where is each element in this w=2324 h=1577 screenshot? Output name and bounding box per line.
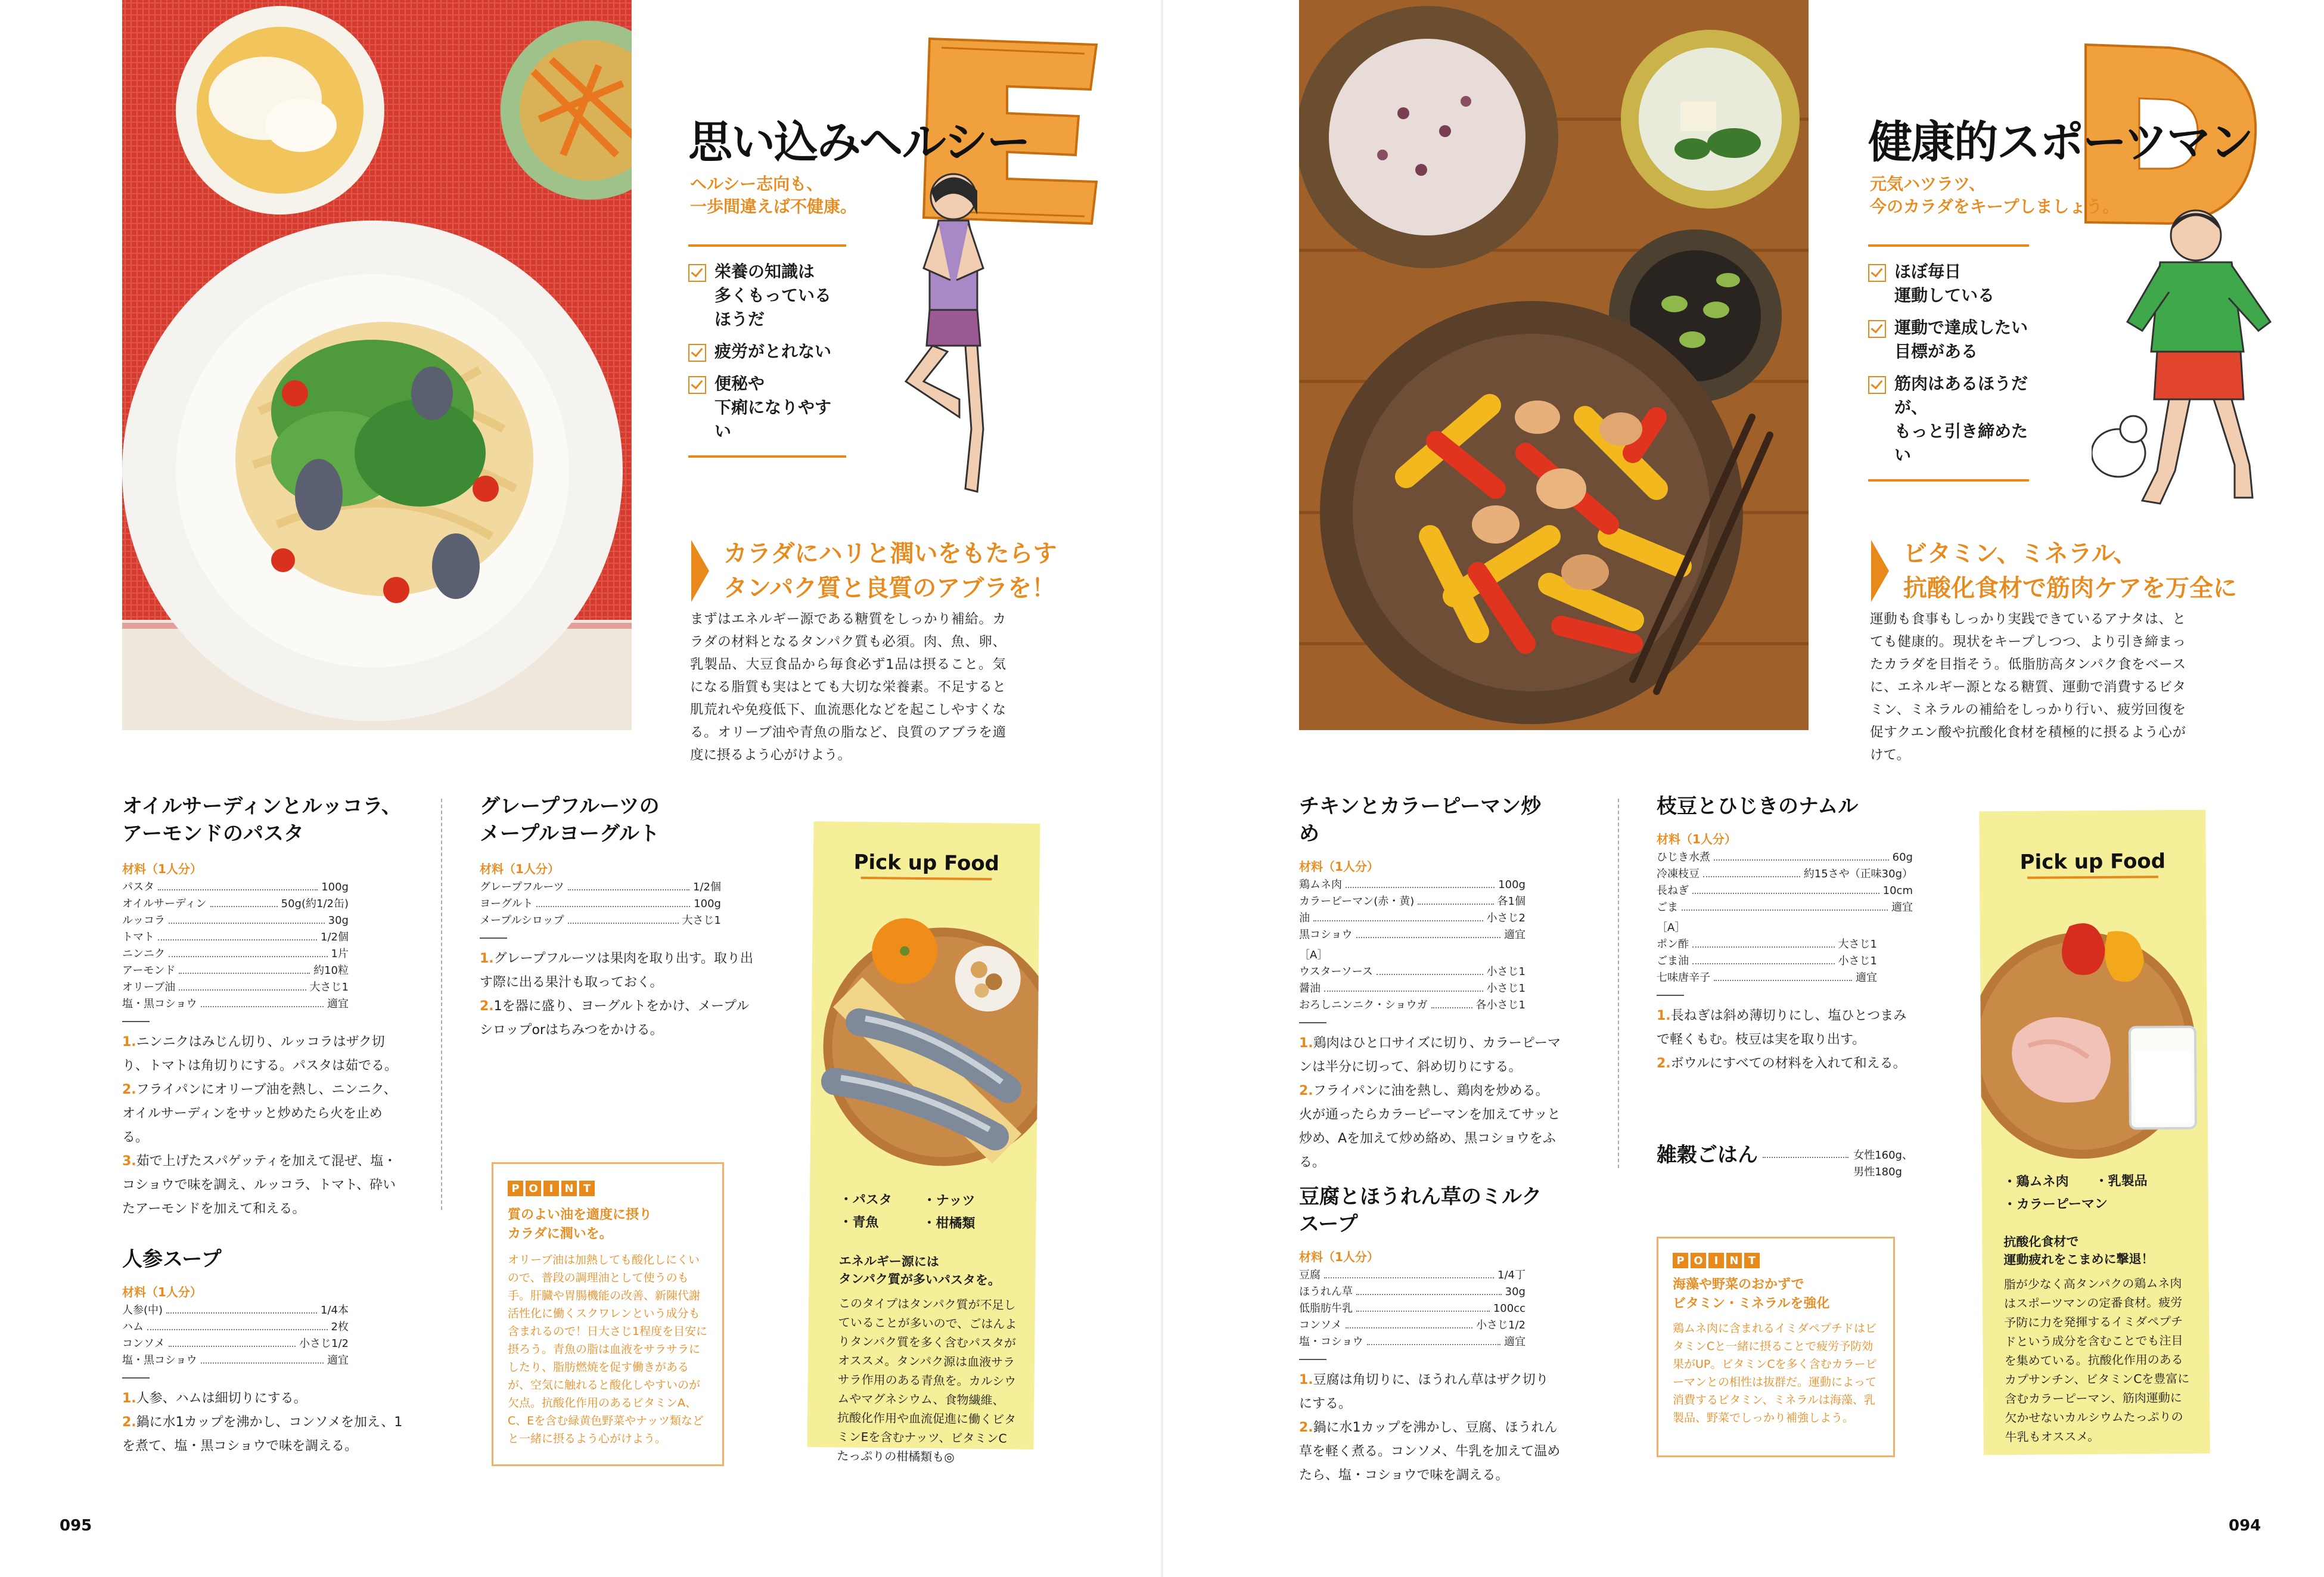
dotted-leader (536, 896, 690, 907)
pickup-body: 脂が少なく高タンパクの鶏ムネ肉はスポーツマンの定番食材。疲労予防に力を発揮するイミダペプチドという成分を含むことでも注目を集めている。抗酸化作用のあるカプサンチン、ビタミンCを豊富に含むカラーピーマン、筋肉運動に欠かせないカルシウムたっぷりの牛乳もオススメ。 (2003, 1275, 2190, 1445)
ingredient-name: ハム (122, 1321, 144, 1333)
ingredient-amount: 大さじ1 (309, 981, 349, 994)
ingredient-row (1657, 936, 1877, 953)
ingredient-name: 低脂肪牛乳 (1299, 1302, 1353, 1315)
recipe-step (1299, 1416, 1561, 1488)
dotted-leader (1346, 1317, 1472, 1328)
ingredients-heading: 材料（1人分） (480, 862, 560, 876)
recipe-step (1299, 1032, 1561, 1079)
ingredient-row (122, 1352, 349, 1369)
recipe-step (122, 1078, 408, 1150)
recipe-title: 豆腐とほうれん草のミルクスープ (1299, 1185, 1542, 1236)
step-text: フライパンにオリーブ油を熱し、ニンニク、オイルサーディンをサッと炒めたら火を止める。 (122, 1082, 397, 1145)
ingredient-row (122, 996, 349, 1013)
ingredient-row (1657, 899, 1913, 916)
dotted-leader (166, 1302, 317, 1314)
ingredient-name: メープルシロップ (480, 914, 564, 927)
ingredient-amount: 小さじ1/2 (1476, 1319, 1525, 1331)
step-number: 2. (1299, 1084, 1313, 1098)
recipe-steps (480, 947, 754, 1042)
ingredient-name: ほうれん草 (1299, 1286, 1353, 1298)
step-number: 1. (1299, 1036, 1313, 1051)
point-body: オリーブ油は加熱しても酸化しにくいので、普段の調理油として使うのも手。肝臓や胃腸機能の改善、新陳代謝活性化に働くスクワレンという成分も含まれるので！日大さじ1程度を目安に摂ろう。青魚の脂は血液をサラサラにしたり、脂肪燃焼を促す働きがあるが、空気に触れると酸化しやすいのが欠点。抗酸化作用のあるビタミンA、C、Eを含む緑黄色野菜やナッツ類などと一緒に摂るよう心がけよう。 (508, 1253, 708, 1445)
ingredient-list (1299, 1267, 1525, 1351)
ingredient-row (1657, 866, 1913, 883)
pickup-title: Pick up Food (1980, 849, 2206, 880)
ingredient-list (480, 879, 721, 929)
ingredient-row (1299, 980, 1525, 997)
page-title: 思い込みヘルシー (688, 117, 1030, 168)
recipe-steps (1299, 1368, 1561, 1488)
divider (1299, 1022, 1326, 1023)
ingredient-row (1657, 849, 1913, 866)
pickup-items: ・鶏ムネ肉 ・乳製品 ・カラーピーマン (2003, 1174, 2148, 1213)
ingredient-name: ポン酢 (1657, 938, 1689, 951)
ingredient-amount: 1/4本 (321, 1304, 349, 1317)
pasta-photo (122, 0, 632, 730)
yoga-woman-illustration (888, 167, 1031, 513)
ingredient-name: ルッコラ (122, 914, 165, 927)
check-item: 運動で達成したい 目標がある (1868, 316, 2029, 364)
dotted-leader (1714, 970, 1852, 981)
step-text: 豆腐は角切りに、ほうれん草はザク切りにする。 (1299, 1373, 1549, 1411)
dotted-leader (201, 996, 324, 1007)
dotted-leader (169, 1336, 296, 1347)
ingredient-amount: 各1個 (1497, 895, 1525, 908)
ingredient-amount: 100g (694, 898, 721, 910)
step-number: 2. (480, 999, 494, 1014)
ingredient-amount: 30g (328, 914, 349, 927)
pickup-body: このタイプはタンパク質が不足していることが多いので、ごはんよりタンパク質を多く含むパスタがオススメ。タンパク源は血液サラサラ作用のある青魚を。カルシウムやマグネシウム、食物繊維、抗酸化作用や血流促進に働くビタミンEを含むナッツ、ビタミンCたっぷりの柑橘類も◎ (837, 1296, 1017, 1464)
chicken-photo (1299, 0, 1809, 730)
ingredient-row (122, 1302, 349, 1319)
dotted-leader (179, 963, 310, 974)
subtitle (1870, 173, 2119, 218)
ingredient-row (1299, 1284, 1525, 1300)
ingredient-amount: 大さじ1 (682, 914, 721, 927)
check-item: 栄養の知識は 多くもっているほうだ (688, 260, 846, 331)
section-headline: ビタミン、ミネラル、 抗酸化食材で筋肉ケアを万全に (1871, 536, 2300, 606)
dotted-leader (210, 896, 278, 907)
ingredient-amount: 約15さや（正味30g） (1803, 868, 1913, 880)
ingredient-row (122, 1336, 349, 1352)
ingredients-heading: 材料（1人分） (1299, 859, 1379, 874)
ingredient-row (1299, 1267, 1525, 1284)
ingredient-name: ヨーグルト (480, 898, 533, 910)
ingredient-name: 人参(中) (122, 1304, 163, 1317)
dotted-leader (158, 879, 318, 890)
column-divider (1618, 799, 1619, 1168)
page-number: 095 (60, 1517, 92, 1535)
ingredient-row (1299, 997, 1525, 1014)
dotted-leader (1703, 866, 1800, 877)
recipe-edamame-namul (1657, 793, 1919, 1076)
ingredient-amount: 適宜 (1856, 971, 1877, 984)
dotted-leader (1367, 1334, 1500, 1345)
ingredient-row (122, 929, 349, 946)
ingredient-name: 長ねぎ (1657, 884, 1689, 897)
point-heading: 質のよい油を適度に摂り カラダに潤いを。 (508, 1207, 653, 1241)
ingredient-amount: 適宜 (1504, 929, 1525, 941)
subtitle-line-2: 今のカラダをキープしましょう。 (1870, 197, 2120, 216)
intro-body: まずはエネルギー源である糖質をしっかり補給。カラダの材料となるタンパク質も必須。肉、魚、卵、乳製品、大豆食品から毎食必ず1品は摂ること。気になる脂質も実はとても大切な栄養素。不足すると肌荒れや免疫低下、血流悪化などを起こしやすくなる。オリーブ油や青魚の脂など、良質のアブラを適度に摂るよう心がけよう。 (690, 611, 1006, 763)
dotted-leader (179, 979, 306, 991)
ingredient-name: カラーピーマン(赤・黄) (1299, 895, 1415, 908)
ingredient-name: ごま油 (1657, 955, 1689, 967)
ingredient-amount: 小さじ2 (1486, 912, 1525, 924)
ingredient-name: パスタ (122, 881, 154, 893)
ingredient-row (480, 896, 721, 912)
recipe-steps (1299, 1032, 1561, 1175)
ingredient-name: ウスターソース (1299, 966, 1373, 978)
divider (1299, 1359, 1326, 1360)
ingredient-row (1657, 970, 1877, 986)
chevron-right-icon (1871, 540, 1889, 602)
ingredient-row (1299, 1300, 1525, 1317)
ingredient-name: アーモンド (122, 964, 176, 977)
runner-illustration (2092, 203, 2288, 513)
recipe-steps (122, 1030, 408, 1221)
step-number: 2. (1657, 1056, 1671, 1071)
step-number: 1. (122, 1391, 136, 1406)
recipe-step (1657, 1004, 1919, 1052)
ingredients-heading: 材料（1人分） (1657, 832, 1736, 846)
dotted-leader (1324, 980, 1483, 992)
ingredient-name: 鶏ムネ肉 (1299, 878, 1342, 891)
check-item: ほぼ毎日 運動している (1868, 260, 2029, 308)
step-number: 2. (1299, 1420, 1313, 1435)
chevron-right-icon (691, 540, 709, 602)
dotted-leader (1356, 1300, 1490, 1312)
step-number: 3. (122, 1154, 136, 1169)
dotted-leader (1356, 1284, 1502, 1295)
ingredient-amount: 100cc (1493, 1302, 1525, 1315)
step-text: ボウルにすべての材料を入れて和える。 (1670, 1056, 1906, 1071)
ingredient-list (1657, 849, 1913, 916)
ingredient-name: 黒コショウ (1299, 929, 1353, 941)
rice-item (1657, 1141, 1913, 1181)
point-badge: P O I N T (508, 1181, 708, 1196)
pickup-items: ・パスタ ・ナッツ ・青魚 ・柑橘類 (839, 1192, 975, 1231)
ingredient-amount: 大さじ1 (1838, 938, 1877, 951)
dotted-leader (1356, 927, 1500, 938)
ingredient-amount: 1/2個 (321, 931, 349, 943)
dotted-leader (1313, 910, 1483, 921)
ingredient-amount: 適宜 (327, 998, 349, 1010)
ingredient-amount: 適宜 (327, 1354, 349, 1367)
checkbox-icon (688, 264, 706, 282)
check-item: 筋肉はあるほうだが、 もっと引き締めたい (1868, 372, 2029, 467)
recipe-title: チキンとカラーピーマン炒め (1299, 794, 1542, 846)
dotted-leader (169, 946, 328, 957)
ingredient-row (1299, 964, 1525, 980)
ingredients-heading: 材料（1人分） (1299, 1250, 1379, 1264)
ingredient-row (1657, 953, 1877, 970)
ingredient-name: ニンニク (122, 948, 165, 960)
page-title: 健康的スポーツマン (1868, 117, 2253, 168)
step-text: 人参、ハムは細切りにする。 (136, 1391, 307, 1406)
ingredient-row (1299, 877, 1525, 893)
point-box (1657, 1237, 1895, 1457)
step-text: グレープフルーツは果肉を取り出す。取り出す際に出る果汁も取っておく。 (480, 951, 754, 990)
recipe-steps (122, 1387, 408, 1458)
point-badge: P O I N T (1673, 1253, 1879, 1268)
point-box (492, 1162, 724, 1466)
subtitle-line-2: 一歩間違えば不健康。 (690, 197, 857, 216)
ingredient-amount: 適宜 (1504, 1336, 1525, 1348)
divider (480, 937, 507, 939)
recipe-tofu-milk-soup (1299, 1183, 1561, 1488)
ingredient-amount: 100g (321, 881, 349, 893)
pickup-heading: エネルギー源には タンパク質が多いパスタを。 (838, 1253, 1001, 1288)
recipe-pasta (122, 793, 408, 1221)
checkbox-icon (1868, 264, 1886, 282)
step-text: 鍋に水1カップを沸かし、豆腐、ほうれん草を軽く煮る。コンソメ、牛乳を加えて温めたら、塩・コショウで味を調える。 (1299, 1420, 1561, 1483)
ingredients-heading: 材料（1人分） (122, 862, 202, 876)
section-headline: カラダにハリと潤いをもたらす タンパク質と良質のアブラを！ (691, 536, 1108, 606)
dotted-leader (568, 912, 679, 924)
step-text: 長ねぎは斜め薄切りにし、塩ひとつまみで軽くもむ。枝豆は実を取り出す。 (1657, 1008, 1907, 1047)
rice-amount: 女性160g、 男性180g (1853, 1149, 1913, 1178)
ingredient-name: 油 (1299, 912, 1310, 924)
step-number: 1. (122, 1035, 136, 1050)
pickup-food-card (1979, 810, 2210, 1455)
recipe-title: 枝豆とひじきのナムル (1657, 794, 1859, 818)
ingredient-amount: 約10粒 (313, 964, 349, 977)
ingredient-row (122, 896, 349, 912)
recipe-title: オイルサーディンとルッコラ、 アーモンドのパスタ (122, 794, 402, 846)
subtitle (690, 173, 857, 218)
rice-title: 雑穀ごはん (1657, 1143, 1758, 1167)
ingredient-row (480, 912, 721, 929)
ingredient-amount: 各小さじ1 (1475, 999, 1525, 1011)
pickup-food-card (807, 821, 1040, 1464)
checklist (1868, 244, 2029, 482)
page-number: 094 (2229, 1517, 2261, 1535)
ingredient-amount: 10cm (1882, 884, 1913, 897)
dotted-leader (1346, 877, 1495, 888)
ingredient-row (122, 979, 349, 996)
step-number: 1. (1299, 1373, 1313, 1387)
ingredient-name: トマト (122, 931, 154, 943)
dotted-leader (1324, 1267, 1494, 1278)
dotted-leader (1682, 899, 1888, 911)
recipe-yogurt (480, 793, 754, 1042)
ingredient-name: 塩・黒コショウ (122, 1354, 197, 1367)
ingredient-row (1299, 893, 1525, 910)
recipe-carrot-soup (122, 1246, 408, 1458)
ingredient-amount: 100g (1498, 878, 1525, 891)
divider (1657, 995, 1684, 996)
dotted-leader (1377, 964, 1483, 975)
ingredient-amount: 小さじ1/2 (299, 1337, 349, 1350)
ingredient-list-a (1299, 964, 1525, 1014)
point-body: 鶏ムネ肉に含まれるイミダペプチドはビタミンCと一緒に摂ることで疲労予防効果がUP。ビタミンCを多く含むカラーピーマンとの相性は抜群だ。運動によって消費するビタミン、ミネラルは海藻、乳製品、野菜でしっかり補強しよう。 (1673, 1322, 1877, 1424)
checkbox-icon (688, 344, 706, 362)
dotted-leader (1431, 997, 1472, 1008)
dotted-leader (201, 1352, 324, 1364)
step-text: 鍋に水1カップを沸かし、コンソメを加え、1を煮て、塩・黒コショウで味を調える。 (122, 1415, 403, 1454)
pasta-photo-illustration (122, 0, 632, 730)
right-page (1162, 0, 2324, 1577)
step-text: 鶏肉はひと口サイズに切り、カラーピーマンは半分に切って、斜め切りにする。 (1299, 1036, 1561, 1075)
ingredient-row (1299, 1334, 1525, 1351)
ingredient-name: 七味唐辛子 (1657, 971, 1710, 984)
recipe-step (1657, 1052, 1919, 1076)
sauce-label: ［A］ (1657, 921, 1686, 934)
ingredient-name: 醤油 (1299, 982, 1321, 995)
checkbox-icon (1868, 320, 1886, 338)
ingredient-row (122, 1319, 349, 1336)
recipe-step (1299, 1079, 1561, 1175)
dotted-leader (1418, 893, 1493, 905)
ingredient-amount: 小さじ1 (1486, 966, 1525, 978)
ingredients-heading: 材料（1人分） (122, 1285, 202, 1299)
ingredient-row (1299, 910, 1525, 927)
ingredient-name: オリーブ油 (122, 981, 176, 994)
pickup-food-illustration (810, 890, 1039, 1191)
ingredient-name: 塩・コショウ (1299, 1336, 1363, 1348)
step-number: 1. (480, 951, 494, 966)
ingredient-name: 冷凍枝豆 (1657, 868, 1699, 880)
recipe-step (480, 947, 754, 995)
ingredient-row (122, 879, 349, 896)
check-item: 便秘や 下痢になりやすい (688, 372, 846, 443)
dotted-leader (1692, 936, 1835, 948)
ingredient-amount: 1/2個 (693, 881, 721, 893)
recipe-steps (1657, 1004, 1919, 1076)
ingredient-list-a (1657, 936, 1877, 986)
intro-body: 運動も食事もしっかり実践できているアナタは、とても健康的。現状をキープしつつ、より引き締まったカラダを目指そう。低脂肪高タンパク食をベースに、エネルギー源となる糖質、運動で消費するビタミン、ミネラルの補給をしっかり行い、疲労回復を促すクエン酸や抗酸化食材を積極的に摂るよう心がけて。 (1870, 611, 2186, 763)
checkbox-icon (688, 376, 706, 394)
ingredient-row (480, 879, 721, 896)
pickup-title: Pick up Food (813, 850, 1040, 881)
recipe-chicken-pepper (1299, 793, 1561, 1175)
step-text: 1を器に盛り、ヨーグルトをかけ、メープルシロップorはちみつをかける。 (480, 999, 750, 1038)
divider (122, 1021, 150, 1022)
chicken-photo-illustration (1299, 0, 1809, 730)
recipe-step (480, 995, 754, 1042)
ingredient-name: 塩・黒コショウ (122, 998, 197, 1010)
ingredient-row (122, 963, 349, 979)
ingredient-row (1657, 883, 1913, 899)
pickup-heading: 抗酸化食材で 運動疲れをこまめに撃退！ (2003, 1234, 2154, 1268)
ingredient-name: ごま (1657, 901, 1678, 914)
ingredient-amount: 適宜 (1891, 901, 1913, 914)
ingredient-list (1299, 877, 1525, 943)
step-number: 2. (122, 1082, 136, 1097)
recipe-step (1299, 1368, 1561, 1416)
ingredient-amount: 小さじ1 (1838, 955, 1877, 967)
ingredient-name: コンソメ (122, 1337, 165, 1350)
ingredient-row (1299, 1317, 1525, 1334)
recipe-step (122, 1387, 408, 1411)
step-text: 茹で上げたスパゲッティを加えて混ぜ、塩・コショウで味を調え、ルッコラ、トマト、砕いたアーモンドを加えて和える。 (122, 1154, 397, 1216)
subtitle-line-1: ヘルシー志向も、 (690, 174, 824, 194)
ingredient-amount: 1片 (331, 948, 349, 960)
ingredient-name: おろしニンニク・ショウガ (1299, 999, 1428, 1011)
ingredient-name: コンソメ (1299, 1319, 1342, 1331)
dotted-leader (1692, 883, 1879, 894)
recipe-title: 人参スープ (122, 1247, 222, 1271)
ingredient-row (122, 946, 349, 963)
divider (122, 1377, 150, 1379)
checkbox-icon (1868, 376, 1886, 394)
sauce-label: ［A］ (1299, 949, 1328, 961)
ingredient-name: ひじき水煮 (1657, 851, 1710, 864)
step-text: ニンニクはみじん切り、ルッコラはザク切り、トマトは角切りにする。パスタは茹でる。 (122, 1035, 398, 1073)
dotted-leader (568, 879, 689, 890)
ingredient-row (1299, 927, 1525, 943)
ingredient-amount: 60g (1892, 851, 1913, 864)
ingredient-amount: 小さじ1 (1486, 982, 1525, 995)
column-divider (441, 799, 442, 1210)
dotted-leader (158, 929, 317, 940)
ingredient-amount: 1/4丁 (1497, 1269, 1525, 1281)
step-number: 2. (122, 1415, 136, 1430)
ingredient-name: 豆腐 (1299, 1269, 1321, 1281)
step-number: 1. (1657, 1008, 1671, 1023)
ingredient-amount: 50g(約1/2缶) (281, 898, 349, 910)
dotted-leader (169, 912, 325, 924)
ingredient-row (122, 912, 349, 929)
ingredient-name: オイルサーディン (122, 898, 207, 910)
ingredient-name: グレープフルーツ (480, 881, 564, 893)
recipe-step (122, 1150, 408, 1221)
ingredient-list (122, 879, 349, 1013)
recipe-step (122, 1411, 408, 1458)
recipe-step (122, 1030, 408, 1078)
checklist (688, 244, 846, 458)
ingredient-amount: 2枚 (331, 1321, 349, 1333)
pickup-food-illustration (1980, 890, 2208, 1172)
check-item: 疲労がとれない (688, 340, 846, 364)
recipe-title: グレープフルーツの メープルヨーグルト (480, 794, 660, 846)
point-heading: 海藻や野菜のおかずで ビタミン・ミネラルを強化 (1673, 1277, 1830, 1311)
dotted-leader (1692, 953, 1835, 964)
dotted-leader (147, 1319, 328, 1330)
ingredient-amount: 30g (1505, 1286, 1525, 1298)
dotted-leader (1714, 849, 1889, 861)
ingredient-list (122, 1302, 349, 1369)
subtitle-line-1: 元気ハツラツ、 (1870, 174, 1986, 194)
step-text: フライパンに油を熱し、鶏肉を炒める。火が通ったらカラーピーマンを加えてサッと炒め、Aを加えて炒め絡め、黒コショウをふる。 (1299, 1084, 1561, 1170)
